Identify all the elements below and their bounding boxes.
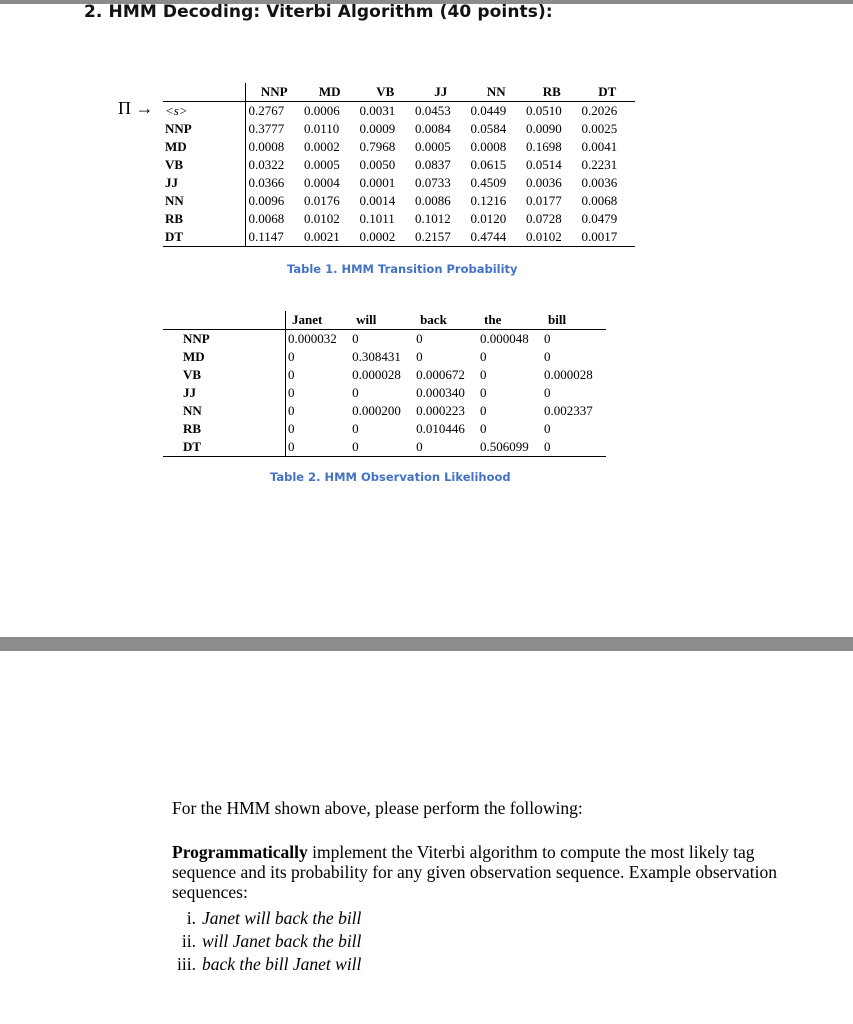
transition-row	[163, 102, 635, 121]
observation-row	[163, 348, 606, 366]
transition-row-label: RB	[163, 210, 246, 228]
observation-cell: 0.000340	[416, 385, 465, 400]
transition-cell: 0.0002	[303, 139, 340, 154]
observation-corner-cell	[163, 311, 286, 330]
transition-cell: 0.1147	[246, 228, 302, 247]
observation-row-label: VB	[163, 366, 286, 384]
transition-row-label: VB	[163, 156, 246, 174]
observation-cell: 0.000200	[352, 403, 401, 418]
observation-cell: 0	[416, 349, 423, 364]
transition-cell: 0.0068	[248, 211, 285, 226]
transition-cell: 0.0050	[359, 157, 396, 172]
observation-row-label: NNP	[163, 330, 286, 349]
observation-cell: 0.000032	[288, 331, 337, 346]
transition-cell: 0.1698	[525, 139, 562, 154]
transition-cell: 0.0449	[470, 103, 507, 118]
observation-likelihood-table	[163, 311, 606, 457]
transition-row-label: MD	[163, 138, 246, 156]
sequence-number: ii.	[181, 931, 196, 951]
transition-col-header: RB	[524, 83, 580, 102]
observation-cell: 0	[480, 349, 487, 364]
sequence-item	[166, 953, 361, 976]
observation-cell: 0	[352, 331, 359, 346]
task-bold-word: Programmatically	[172, 842, 308, 862]
observation-cell: 0	[288, 349, 295, 364]
transition-cell: 0.2231	[581, 157, 618, 172]
observation-table-caption: Table 2. HMM Observation Likelihood	[270, 470, 511, 484]
transition-cell: 0.0008	[470, 139, 507, 154]
observation-cell: 0.000048	[480, 331, 529, 346]
observation-cell: 0	[544, 349, 551, 364]
transition-cell: 0.0837	[414, 157, 451, 172]
transition-row	[163, 174, 635, 192]
transition-cell: 0.0084	[414, 121, 451, 136]
observation-row-label: DT	[163, 438, 286, 457]
transition-cell: 0.0031	[359, 103, 396, 118]
transition-cell: 0.0366	[248, 175, 285, 190]
transition-cell: 0.4744	[468, 228, 524, 247]
observation-cell: 0	[544, 421, 551, 436]
transition-cell: 0.0728	[525, 211, 562, 226]
observation-header-row	[163, 311, 606, 330]
page-break-bar	[0, 637, 853, 651]
observation-cell: 0.010446	[416, 421, 465, 436]
transition-row-label: <s>	[163, 102, 246, 121]
transition-cell: 0.0096	[248, 193, 285, 208]
observation-row	[163, 438, 606, 457]
transition-cell: 0.0110	[303, 121, 340, 136]
transition-cell: 0.2026	[581, 103, 618, 118]
transition-row	[163, 120, 635, 138]
transition-col-header: NNP	[246, 83, 302, 102]
observation-col-header: bill	[542, 311, 606, 330]
transition-cell: 0.0086	[414, 193, 451, 208]
transition-corner-cell	[163, 83, 246, 102]
observation-cell: 0	[480, 385, 487, 400]
transition-cell: 0.0102	[524, 228, 580, 247]
transition-row-label: NNP	[163, 120, 246, 138]
observation-cell: 0.000223	[416, 403, 465, 418]
question-heading: 2. HMM Decoding: Viterbi Algorithm (40 points):	[84, 2, 553, 22]
transition-row-label: JJ	[163, 174, 246, 192]
transition-cell: 0.7968	[359, 139, 396, 154]
transition-col-header: NN	[468, 83, 524, 102]
transition-cell: 0.0036	[525, 175, 562, 190]
observation-cell: 0.000672	[416, 367, 465, 382]
observation-cell: 0	[480, 421, 487, 436]
observation-row-label: RB	[163, 420, 286, 438]
transition-row	[163, 192, 635, 210]
transition-cell: 0.0006	[303, 103, 340, 118]
transition-cell: 0.0615	[470, 157, 507, 172]
transition-cell: 0.0005	[414, 139, 451, 154]
sequence-item	[166, 907, 361, 930]
transition-cell: 0.0002	[357, 228, 413, 247]
observation-row	[163, 384, 606, 402]
observation-cell: 0	[480, 367, 487, 382]
observation-cell: 0.002337	[544, 403, 593, 418]
observation-row	[163, 402, 606, 420]
transition-cell: 0.0021	[302, 228, 358, 247]
observation-cell: 0.000028	[352, 367, 401, 382]
transition-row-label: DT	[163, 228, 246, 247]
observation-col-header: back	[414, 311, 478, 330]
observation-cell: 0	[288, 403, 295, 418]
observation-cell: 0	[414, 438, 478, 457]
transition-cell: 0.0176	[303, 193, 340, 208]
transition-cell: 0.4509	[470, 175, 507, 190]
transition-cell: 0.0001	[359, 175, 396, 190]
observation-col-header: Janet	[286, 311, 351, 330]
observation-cell: 0	[288, 421, 295, 436]
observation-col-header: the	[478, 311, 542, 330]
sequence-text: will Janet back the bill	[202, 931, 362, 951]
transition-col-header: VB	[357, 83, 413, 102]
transition-header-row	[163, 83, 635, 102]
task-text: implement the Viterbi algorithm to compute the most likely tag sequence and its probability for any given observation sequence. Example observation sequences:	[172, 842, 778, 902]
transition-cell: 0.0102	[303, 211, 340, 226]
observation-row	[163, 420, 606, 438]
observation-cell: 0	[288, 367, 295, 382]
transition-cell: 0.0733	[414, 175, 451, 190]
observation-cell: 0	[544, 331, 551, 346]
transition-cell: 0.0584	[470, 121, 507, 136]
transition-cell: 0.1011	[359, 211, 395, 226]
transition-cell: 0.0479	[581, 211, 618, 226]
transition-cell: 0.0068	[581, 193, 618, 208]
observation-row	[163, 330, 606, 349]
transition-cell: 0.0014	[359, 193, 396, 208]
observation-row-label: NN	[163, 402, 286, 420]
transition-cell: 0.0510	[525, 103, 562, 118]
task-paragraph	[172, 842, 812, 902]
observation-cell: 0	[480, 403, 487, 418]
transition-probability-table	[163, 83, 635, 247]
transition-col-header: JJ	[413, 83, 469, 102]
observation-cell: 0	[288, 385, 295, 400]
transition-cell: 0.3777	[248, 121, 285, 136]
instructions-intro: For the HMM shown above, please perform the following:	[172, 798, 583, 818]
transition-cell: 0.0041	[581, 139, 618, 154]
observation-row-label: JJ	[163, 384, 286, 402]
transition-col-header: MD	[302, 83, 358, 102]
observation-cell: 0	[350, 438, 414, 457]
observation-row-label: MD	[163, 348, 286, 366]
observation-cell: 0	[352, 421, 359, 436]
observation-row	[163, 366, 606, 384]
transition-cell: 0.0008	[248, 139, 285, 154]
observation-cell: 0.308431	[352, 349, 401, 364]
pi-arrow-label: Π →	[118, 98, 154, 118]
transition-cell: 0.2157	[413, 228, 469, 247]
transition-cell: 0.0025	[581, 121, 618, 136]
transition-cell: 0.0453	[414, 103, 451, 118]
transition-cell: 0.0120	[470, 211, 507, 226]
transition-row	[163, 210, 635, 228]
transition-row-label: NN	[163, 192, 246, 210]
sequence-text: back the bill Janet will	[202, 954, 362, 974]
sequence-text: Janet will back the bill	[202, 908, 362, 928]
transition-cell: 0.0017	[579, 228, 635, 247]
transition-cell: 0.2767	[248, 103, 285, 118]
transition-cell: 0.0090	[525, 121, 562, 136]
observation-cell: 0	[542, 438, 606, 457]
transition-cell: 0.1216	[470, 193, 507, 208]
observation-cell: 0	[544, 385, 551, 400]
transition-cell: 0.0177	[525, 193, 562, 208]
transition-cell: 0.0322	[248, 157, 285, 172]
transition-row	[163, 228, 635, 247]
transition-table-caption: Table 1. HMM Transition Probability	[287, 262, 518, 276]
transition-cell: 0.0009	[359, 121, 396, 136]
transition-cell: 0.0514	[525, 157, 562, 172]
sequence-number: i.	[186, 908, 196, 928]
sequence-number: iii.	[177, 954, 196, 974]
observation-cell: 0	[286, 438, 351, 457]
transition-row	[163, 138, 635, 156]
transition-col-header: DT	[579, 83, 635, 102]
transition-cell: 0.0004	[303, 175, 340, 190]
transition-row	[163, 156, 635, 174]
observation-cell: 0	[416, 331, 423, 346]
transition-cell: 0.1012	[414, 211, 451, 226]
observation-cell: 0	[352, 385, 359, 400]
transition-cell: 0.0005	[303, 157, 340, 172]
observation-cell: 0.000028	[544, 367, 593, 382]
observation-col-header: will	[350, 311, 414, 330]
observation-cell: 0.506099	[478, 438, 542, 457]
sequence-item	[166, 930, 361, 953]
transition-cell: 0.0036	[581, 175, 618, 190]
